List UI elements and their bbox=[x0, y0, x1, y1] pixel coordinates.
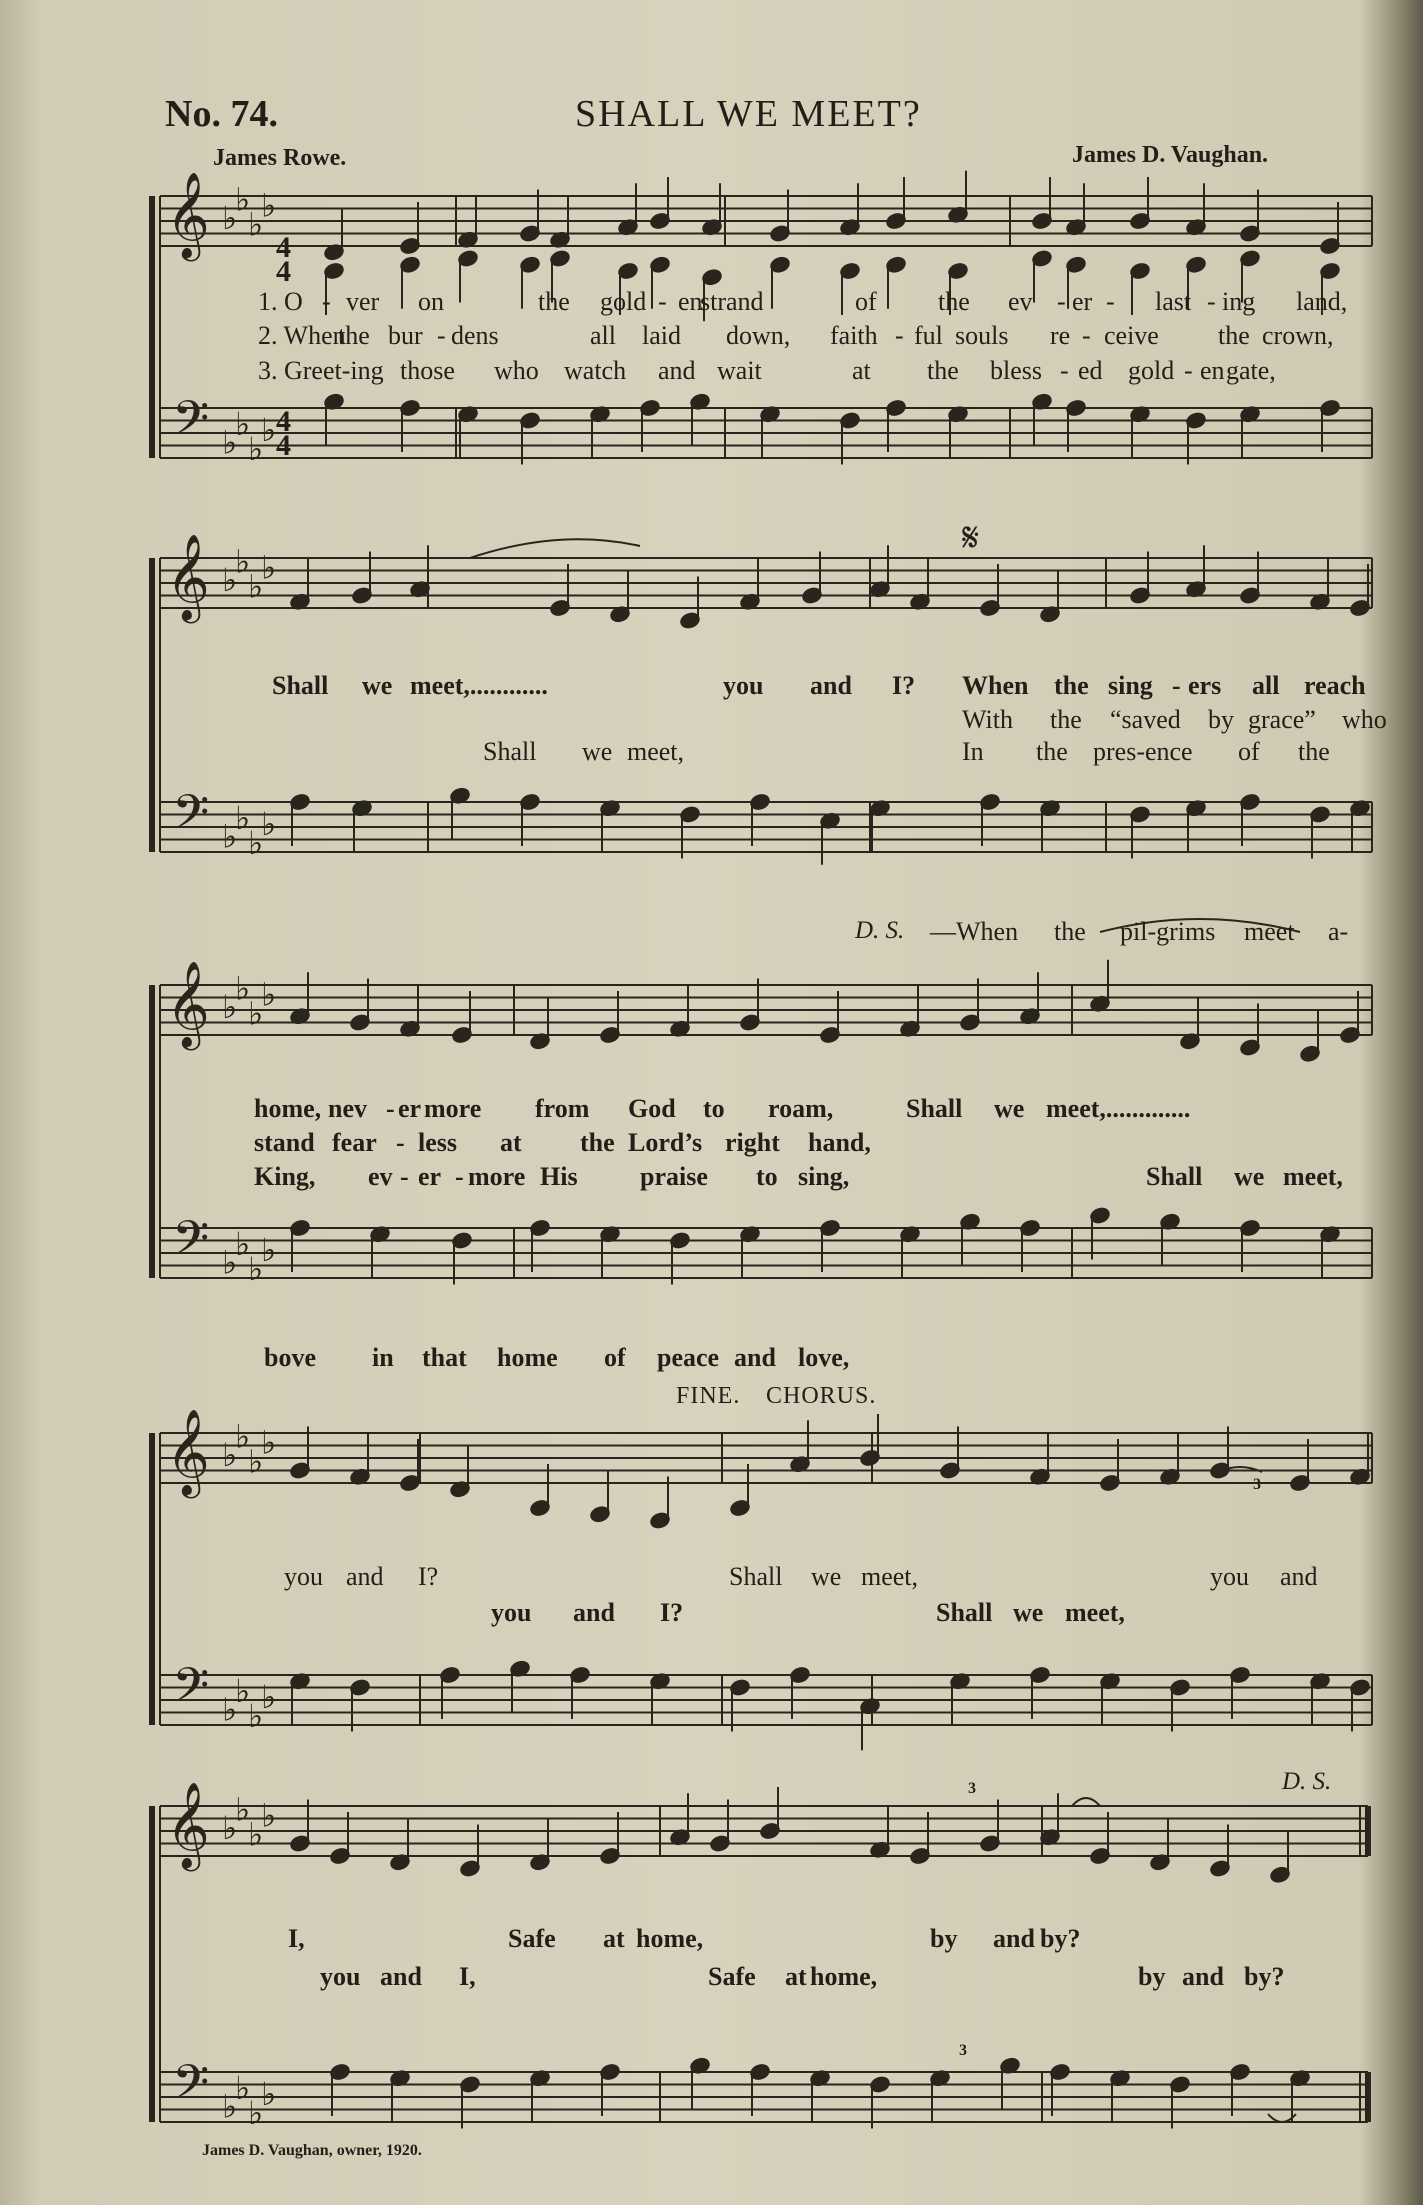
lyric-word: meet,............. bbox=[1046, 1094, 1191, 1123]
flat-icon: ♭ bbox=[222, 1690, 238, 1729]
lyric-word: laid bbox=[642, 321, 681, 350]
lyric-word: re bbox=[1050, 321, 1071, 350]
lyric-word: When bbox=[962, 671, 1029, 700]
lyric-word: meet, bbox=[1065, 1598, 1125, 1627]
lyric-word: Shall bbox=[272, 671, 329, 700]
lyric-word: less bbox=[418, 1128, 457, 1157]
lyric-word: meet bbox=[1244, 917, 1295, 946]
flat-icon: ♭ bbox=[235, 1417, 251, 1456]
hymn-number: No. 74. bbox=[165, 93, 278, 135]
lyric-word: the bbox=[538, 287, 570, 316]
flat-icon: ♭ bbox=[222, 1243, 238, 1282]
lyric-word: of bbox=[1238, 737, 1260, 766]
lyric-word: - bbox=[1184, 356, 1193, 385]
lyric-word: by bbox=[1138, 1962, 1166, 1991]
lyric-word: to bbox=[703, 1094, 725, 1123]
segno-sign: 𝄋 bbox=[962, 515, 980, 561]
lyric-word: I, bbox=[459, 1962, 476, 1991]
lyric-word: roam, bbox=[768, 1094, 834, 1123]
lyric-word: love, bbox=[798, 1343, 850, 1372]
lyric-word: gold bbox=[1128, 356, 1175, 385]
lyric-word: faith bbox=[830, 321, 878, 350]
chorus-marking: CHORUS. bbox=[766, 1383, 877, 1409]
flat-icon: ♭ bbox=[222, 1436, 238, 1474]
lyric-word: we bbox=[994, 1094, 1025, 1123]
lyric-word: that bbox=[422, 1343, 467, 1372]
lyric-word: and bbox=[573, 1598, 615, 1627]
lyric-word: er bbox=[1072, 287, 1093, 316]
lyric-word: grace” bbox=[1248, 705, 1316, 734]
lyric-word: the bbox=[580, 1128, 615, 1157]
lyric-word: souls bbox=[955, 321, 1009, 350]
bass-clef-icon: 𝄢 bbox=[172, 390, 210, 458]
lyric-word: - bbox=[396, 1128, 405, 1157]
treble-clef-icon: 𝄞 bbox=[166, 534, 210, 620]
flat-icon: ♭ bbox=[261, 411, 277, 449]
treble-clef-icon: 𝄞 bbox=[166, 1409, 210, 1495]
lyric-word: who bbox=[1342, 705, 1387, 734]
lyric-word: “saved bbox=[1110, 705, 1181, 734]
triplet-number: 3 bbox=[1253, 1476, 1261, 1493]
lyric-word: fear bbox=[332, 1128, 377, 1157]
lyric-word: - bbox=[658, 287, 667, 316]
lyric-word: watch bbox=[564, 356, 627, 385]
hymn-title: SHALL WE MEET? bbox=[575, 93, 922, 135]
lyric-word: and bbox=[380, 1962, 422, 1991]
lyric-word: we bbox=[1013, 1598, 1044, 1627]
flat-icon: ♭ bbox=[261, 186, 277, 225]
lyric-word: from bbox=[535, 1094, 590, 1123]
lyric-word: at bbox=[852, 356, 871, 385]
flat-icon: ♭ bbox=[261, 1796, 277, 1835]
lyric-word: King, bbox=[254, 1162, 316, 1191]
lyric-word: the bbox=[1054, 671, 1089, 700]
flat-icon: ♭ bbox=[248, 1249, 264, 1288]
flat-icon: ♭ bbox=[248, 1442, 264, 1481]
flat-icon: ♭ bbox=[248, 429, 264, 468]
lyric-word: Shall bbox=[906, 1094, 963, 1123]
flat-icon: ♭ bbox=[248, 2093, 264, 2132]
bass-clef-icon: 𝄢 bbox=[172, 2054, 210, 2122]
lyric-word: more bbox=[468, 1162, 526, 1191]
flat-icon: ♭ bbox=[248, 567, 264, 606]
lyric-word: home, bbox=[254, 1094, 322, 1123]
flat-icon: ♭ bbox=[235, 1671, 251, 1710]
lyricist-credit: James Rowe. bbox=[213, 145, 347, 171]
lyric-word: we bbox=[811, 1562, 842, 1591]
lyric-word: ev bbox=[1008, 287, 1033, 316]
lyric-word: en bbox=[1200, 356, 1225, 385]
slur bbox=[470, 539, 640, 558]
lyric-word: With bbox=[962, 705, 1013, 734]
lyric-word: the bbox=[1050, 705, 1082, 734]
lyric-word: land, bbox=[1296, 287, 1348, 316]
time-signature-treble: 4 4 bbox=[276, 231, 291, 288]
copyright-line: James D. Vaughan, owner, 1920. bbox=[202, 2142, 422, 2159]
flat-icon: ♭ bbox=[235, 542, 251, 581]
lyric-word: - bbox=[455, 1162, 464, 1191]
lyric-word: Lord’s bbox=[628, 1128, 703, 1157]
lyric-word: home, bbox=[636, 1924, 704, 1953]
lyric-word: to bbox=[756, 1162, 778, 1191]
flat-icon: ♭ bbox=[222, 423, 238, 462]
lyric-word: you bbox=[491, 1598, 532, 1627]
lyric-word: at bbox=[785, 1962, 807, 1991]
lyric-word: by bbox=[930, 1924, 958, 1953]
lyric-word: meet, bbox=[1283, 1162, 1343, 1191]
flat-icon: ♭ bbox=[235, 404, 251, 443]
fine-marking: FINE. bbox=[676, 1383, 741, 1409]
lyric-word: you bbox=[723, 671, 764, 700]
lyric-word: crown, bbox=[1262, 321, 1334, 350]
flat-icon: ♭ bbox=[248, 994, 264, 1033]
flat-icon: ♭ bbox=[248, 1815, 264, 1854]
lyric-word: who bbox=[494, 356, 539, 385]
lyric-word: Shall bbox=[936, 1598, 993, 1627]
lyric-word: those bbox=[400, 356, 455, 385]
lyric-word: strand bbox=[700, 287, 764, 316]
flat-icon: ♭ bbox=[222, 2087, 238, 2126]
lyric-word: we bbox=[362, 671, 393, 700]
flat-icon: ♭ bbox=[235, 1224, 251, 1263]
bass-clef-icon: 𝄢 bbox=[172, 1657, 210, 1725]
flat-icon: ♭ bbox=[222, 988, 238, 1026]
lyric-word: I, bbox=[288, 1924, 305, 1953]
flat-icon: ♭ bbox=[235, 1790, 251, 1829]
lyric-word: Safe bbox=[508, 1924, 556, 1953]
lyric-word: the bbox=[338, 321, 370, 350]
lyric-word: you bbox=[1210, 1562, 1249, 1591]
lyric-word: and bbox=[658, 356, 696, 385]
lyric-word: the bbox=[1218, 321, 1250, 350]
lyric-word: - bbox=[400, 1162, 409, 1191]
flat-icon: ♭ bbox=[261, 548, 277, 587]
flat-icon: ♭ bbox=[261, 1678, 277, 1716]
lyric-word: ers bbox=[1188, 671, 1222, 700]
lyric-word: in bbox=[372, 1343, 394, 1372]
lyric-word: hand, bbox=[808, 1128, 871, 1157]
lyric-word: on bbox=[418, 287, 444, 316]
lyric-word: pil-grims bbox=[1120, 917, 1216, 946]
lyric-word: a- bbox=[1328, 917, 1349, 946]
lyric-word: ing bbox=[1222, 287, 1256, 316]
lyric-word: we bbox=[582, 737, 613, 766]
flat-icon: ♭ bbox=[261, 805, 277, 843]
flat-icon: ♭ bbox=[222, 199, 238, 237]
lyric-word: bless bbox=[990, 356, 1042, 385]
lyric-word: Shall bbox=[1146, 1162, 1203, 1191]
flat-icon: ♭ bbox=[261, 1423, 277, 1462]
triplet-number-bass: 3 bbox=[959, 2042, 967, 2059]
lyric-word: right bbox=[725, 1128, 780, 1157]
composer-credit: James D. Vaughan. bbox=[1072, 142, 1269, 168]
ds-marking: D. S. bbox=[1282, 1768, 1332, 1795]
bass-clef-icon: 𝄢 bbox=[172, 1210, 210, 1278]
lyric-word: the bbox=[1036, 737, 1068, 766]
flat-icon: ♭ bbox=[222, 817, 238, 856]
flat-icon: ♭ bbox=[248, 823, 264, 862]
lyric-word: 3. Greet-ing bbox=[258, 356, 384, 385]
lyric-word: peace bbox=[657, 1343, 720, 1372]
lyric-word: of bbox=[604, 1343, 626, 1372]
lyric-word: by? bbox=[1244, 1962, 1285, 1991]
lyric-word: His bbox=[540, 1162, 578, 1191]
lyric-word: meet,............ bbox=[410, 671, 548, 700]
lyric-word: sing, bbox=[798, 1162, 850, 1191]
flat-icon: ♭ bbox=[248, 1696, 264, 1735]
lyric-word: and bbox=[734, 1343, 776, 1372]
lyric-word: D. S. bbox=[855, 917, 905, 944]
lyric-word: ful bbox=[914, 321, 943, 350]
treble-clef-icon: 𝄞 bbox=[166, 1782, 210, 1868]
lyric-word: God bbox=[628, 1094, 676, 1123]
lyric-word: and bbox=[1182, 1962, 1224, 1991]
flat-icon: ♭ bbox=[261, 1231, 277, 1269]
lyric-word: home, bbox=[810, 1962, 878, 1991]
lyric-word: and bbox=[810, 671, 852, 700]
flat-icon: ♭ bbox=[235, 798, 251, 837]
lyric-word: er bbox=[398, 1094, 422, 1123]
lyric-word: all bbox=[1252, 671, 1280, 700]
lyric-word: pres-ence bbox=[1093, 737, 1193, 766]
lyric-word: stand bbox=[254, 1128, 315, 1157]
lyric-word: ver bbox=[346, 287, 380, 316]
lyric-word: 2. When bbox=[258, 321, 346, 350]
lyric-word: praise bbox=[640, 1162, 708, 1191]
lyric-word: the bbox=[938, 287, 970, 316]
lyric-word: meet, bbox=[861, 1562, 919, 1591]
lyric-word: more bbox=[424, 1094, 482, 1123]
flat-icon: ♭ bbox=[222, 561, 238, 599]
triplet-number-top: 3 bbox=[968, 1780, 976, 1797]
lyric-word: gold bbox=[600, 287, 647, 316]
lyric-word: ceive bbox=[1104, 321, 1159, 350]
lyric-word: of bbox=[855, 287, 877, 316]
lyric-word: Safe bbox=[708, 1962, 756, 1991]
lyric-word: down, bbox=[726, 321, 791, 350]
lyric-word: at bbox=[500, 1128, 522, 1157]
lyric-word: nev bbox=[328, 1094, 367, 1123]
lyric-word: bur bbox=[388, 321, 423, 350]
lyric-word: and bbox=[1280, 1562, 1318, 1591]
lyric-word: Shall bbox=[483, 737, 537, 766]
lyric-word: and bbox=[993, 1924, 1035, 1953]
lyric-word: the bbox=[1298, 737, 1330, 766]
fermata-icon bbox=[1072, 1798, 1100, 1806]
lyric-word: - bbox=[1172, 671, 1181, 700]
lyric-word: 1. O bbox=[258, 287, 303, 316]
lyric-word: sing bbox=[1108, 671, 1153, 700]
lyric-word: ev bbox=[368, 1162, 393, 1191]
lyric-word: all bbox=[590, 321, 616, 350]
lyric-word: meet, bbox=[627, 737, 685, 766]
lyric-word: we bbox=[1234, 1162, 1265, 1191]
lyric-word: en bbox=[678, 287, 703, 316]
flat-icon: ♭ bbox=[235, 180, 251, 219]
lyric-word: at bbox=[603, 1924, 625, 1953]
lyric-word: last bbox=[1155, 287, 1192, 316]
lyric-word: by bbox=[1208, 705, 1234, 734]
lyric-word: - bbox=[1082, 321, 1091, 350]
lyric-word: you bbox=[284, 1562, 323, 1591]
lyric-word: the bbox=[1054, 917, 1086, 946]
treble-clef-icon: 𝄞 bbox=[166, 172, 210, 258]
flat-icon: ♭ bbox=[235, 969, 251, 1008]
flat-icon: ♭ bbox=[235, 2068, 251, 2107]
lyric-word: dens bbox=[451, 321, 499, 350]
lyric-word: —When bbox=[930, 917, 1019, 946]
lyric-word: - bbox=[1106, 287, 1115, 316]
lyric-word: and bbox=[346, 1562, 384, 1591]
lyric-word: - bbox=[1207, 287, 1216, 316]
lyric-word: - bbox=[386, 1094, 395, 1123]
lyric-word: er bbox=[418, 1162, 442, 1191]
lyric-word: you bbox=[320, 1962, 361, 1991]
flat-icon: ♭ bbox=[222, 1809, 238, 1847]
flat-icon: ♭ bbox=[248, 205, 264, 244]
lyric-word: ed bbox=[1078, 356, 1103, 385]
flat-icon: ♭ bbox=[261, 2075, 277, 2113]
lyric-word: - bbox=[437, 321, 446, 350]
lyric-word: reach bbox=[1304, 671, 1366, 700]
lyric-word: - bbox=[1060, 356, 1069, 385]
bass-clef-icon: 𝄢 bbox=[172, 784, 210, 852]
lyric-word: wait bbox=[717, 356, 762, 385]
lyric-word: I? bbox=[892, 671, 916, 700]
lyric-word: by? bbox=[1040, 1924, 1081, 1953]
lyric-word: Shall bbox=[729, 1562, 783, 1591]
flat-icon: ♭ bbox=[261, 975, 277, 1014]
time-signature-bass: 4 4 bbox=[276, 405, 291, 462]
lyric-word: gate, bbox=[1226, 356, 1276, 385]
lyric-word: home bbox=[497, 1343, 558, 1372]
lyric-word: In bbox=[962, 737, 984, 766]
lyric-word: I? bbox=[418, 1562, 439, 1591]
lyric-word: - bbox=[322, 287, 331, 316]
lyric-word: - bbox=[895, 321, 904, 350]
lyric-word: - bbox=[1057, 287, 1066, 316]
treble-clef-icon: 𝄞 bbox=[166, 961, 210, 1047]
lyric-word: I? bbox=[660, 1598, 684, 1627]
lyric-word: bove bbox=[264, 1343, 316, 1372]
lyric-word: the bbox=[927, 356, 959, 385]
